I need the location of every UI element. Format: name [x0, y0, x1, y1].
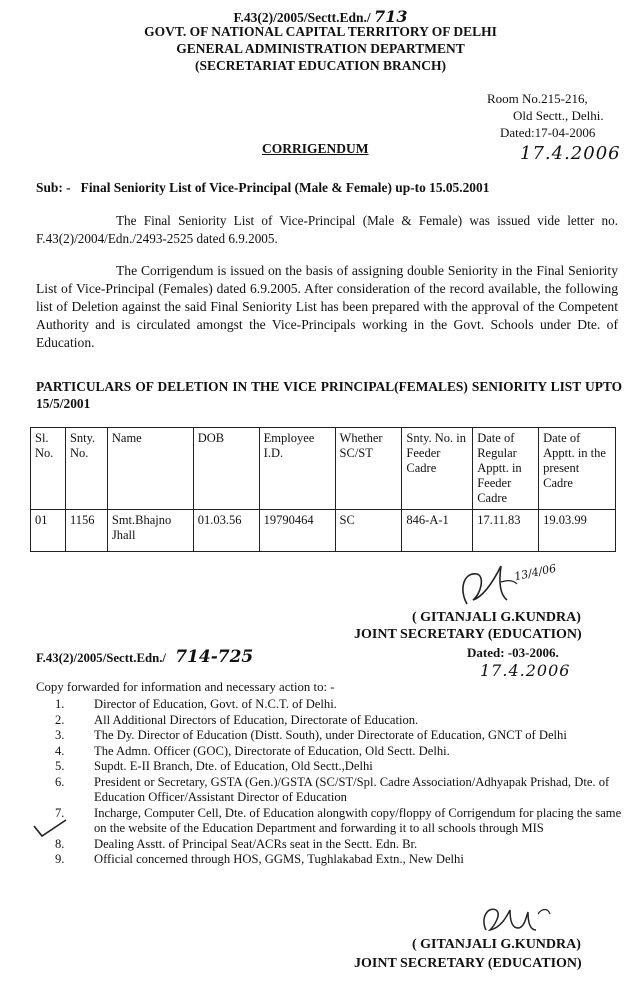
list-item-number: 7.	[55, 805, 65, 820]
header-feeder-date: Date of Regular Apptt. in Feeder Cadre	[473, 428, 539, 510]
copy-reference-text: F.43(2)/2005/Sectt.Edn./	[36, 651, 166, 665]
signature-scribble-2	[478, 900, 568, 940]
header-employee-id: Employee I.D.	[259, 428, 335, 510]
list-item-text: President or Secretary, GSTA (Gen.)/GSTA (SC/ST/Spl. Cadre Association/Adhyapak Prishad, Dte. of Education Officer/Assistant Director of Education	[94, 774, 610, 804]
document-title: CORRIGENDUM	[262, 141, 369, 156]
signatory-designation-2: JOINT SECRETARY (EDUCATION)	[354, 956, 582, 971]
list-item-number: 4.	[55, 743, 65, 758]
cell-snty-no: 1156	[65, 510, 107, 552]
header-present-date: Date of Apptt. in the present Cadre	[539, 428, 616, 510]
cell-sc-st: SC	[335, 510, 402, 552]
list-item-text: Director of Education, Govt. of N.C.T. of Delhi.	[94, 697, 337, 711]
dated-line	[500, 125, 595, 141]
list-item-number: 3.	[55, 728, 65, 742]
list-item-number: 5.	[55, 759, 65, 773]
copy-reference-handwritten: 714-725	[175, 647, 254, 667]
dated-label: Dated:	[500, 125, 535, 140]
header-snty-no: Snty. No.	[65, 428, 107, 510]
subject-text: Final Seniority List of Vice-Principal (Male & Female) up-to 15.05.2001	[80, 180, 490, 195]
table-heading: PARTICULARS OF DELETION IN THE VICE PRINCIPAL(FEMALES) SENIORITY LIST UPTO 15/5/2001	[36, 379, 622, 411]
list-item-text: All Additional Directors of Education, Directorate of Education.	[94, 712, 419, 727]
cell-name: Smt.Bhajno Jhall	[107, 510, 193, 552]
subject-label: Sub: -	[36, 180, 71, 195]
copy-recipient-list	[32, 697, 622, 868]
room-number: Room No.215-216,	[487, 91, 588, 106]
list-item-text: Supdt. E-II Branch, Dte. of Education, Old Sectt.,Delhi	[94, 759, 373, 773]
list-item-text: Incharge, Computer Cell, Dte. of Education alongwith copy/floppy of Corrigendum for placing the same on the website of the Education Department and forwarding it to all schools through MIS	[94, 805, 622, 835]
list-item	[32, 775, 622, 806]
cell-employee-id: 19790464	[259, 510, 335, 552]
list-item	[32, 759, 622, 775]
header-feeder-snty: Snty. No. in Feeder Cadre	[402, 428, 473, 510]
cell-sl-no: 01	[31, 510, 66, 552]
signature-dated-handwritten-1: 17.4.2006	[480, 661, 571, 680]
header-name: Name	[107, 428, 193, 510]
signatory-name-1: ( GITANJALI G.KUNDRA)	[412, 610, 581, 625]
signature-dated-1: Dated: -03-2006.	[467, 645, 559, 660]
office-place: Old Sectt., Delhi.	[513, 108, 604, 123]
list-item-text: The Admn. Officer (GOC), Directorate of Education, Old Sectt. Delhi.	[94, 743, 450, 758]
list-item-number: 6.	[55, 774, 65, 789]
file-reference-text: F.43(2)/2005/Sectt.Edn./	[233, 10, 371, 25]
copy-reference	[36, 647, 253, 667]
seniority-table	[30, 427, 616, 552]
list-item-number: 9.	[55, 852, 65, 866]
list-item	[32, 852, 622, 868]
check-mark-icon	[30, 816, 70, 840]
dated-handwritten: 17.4.2006	[520, 143, 621, 164]
file-reference-handwritten: 713	[374, 7, 408, 26]
list-item-number: 1.	[55, 697, 65, 711]
header-sc-st: Whether SC/ST	[335, 428, 402, 510]
list-item	[32, 837, 622, 853]
paragraph-1: The Final Seniority List of Vice-Principal (Male & Female) was issued vide letter no. F.43(2)/2004/Edn./2493-2525 dated 6.9.2005.	[36, 213, 618, 246]
signatory-name-2: ( GITANJALI G.KUNDRA)	[412, 937, 581, 952]
paragraph-2: The Corrigendum is issued on the basis of assigning double Seniority in the Final Seniority List of Vice-Principal (Females) dated 6.9.2005. After consideration of the record available, the following list of Deletion against the said Final Seniority List has been prepared with the approval of the Competent Authority and is circulated amongst the Vice-Principals working in the Govt. Schools under Dte. of Education.	[36, 263, 618, 350]
header-dob: DOB	[193, 428, 259, 510]
signature-date-handwritten: 13/4/06	[513, 561, 558, 584]
cell-present-date: 19.03.99	[539, 510, 616, 552]
table-header-row	[31, 428, 616, 510]
list-item	[32, 744, 622, 760]
list-item	[32, 713, 622, 729]
list-item	[32, 806, 622, 837]
signatory-designation-1: JOINT SECRETARY (EDUCATION)	[354, 627, 582, 642]
list-item-text: Official concerned through HOS, GGMS, Tughlakabad Extn., New Delhi	[94, 852, 464, 866]
header-sl-no: Sl. No.	[31, 428, 66, 510]
department-heading: GENERAL ADMINISTRATION DEPARTMENT	[176, 41, 465, 56]
branch-heading: (SECRETARIAT EDUCATION BRANCH)	[194, 58, 447, 73]
cell-feeder-snty: 846-A-1	[402, 510, 473, 552]
list-item-number: 8.	[55, 836, 65, 851]
list-item-text: The Dy. Director of Education (Distt. South), under Directorate of Education, GNCT of Delhi	[94, 728, 567, 742]
table-row	[31, 510, 616, 552]
list-item-number: 2.	[55, 712, 65, 727]
list-item	[32, 728, 622, 744]
cell-dob: 01.03.56	[193, 510, 259, 552]
cell-feeder-date: 17.11.83	[473, 510, 539, 552]
dated-value: 17-04-2006	[534, 125, 596, 140]
copy-forward-intro: Copy forwarded for information and necessary action to: -	[36, 680, 335, 694]
subject-line	[36, 180, 489, 196]
govt-heading: GOVT. OF NATIONAL CAPITAL TERRITORY OF DELHI	[144, 24, 497, 39]
list-item-text: Dealing Asstt. of Principal Seat/ACRs seat in the Sectt. Edn. Br.	[94, 836, 418, 851]
list-item	[32, 697, 622, 713]
